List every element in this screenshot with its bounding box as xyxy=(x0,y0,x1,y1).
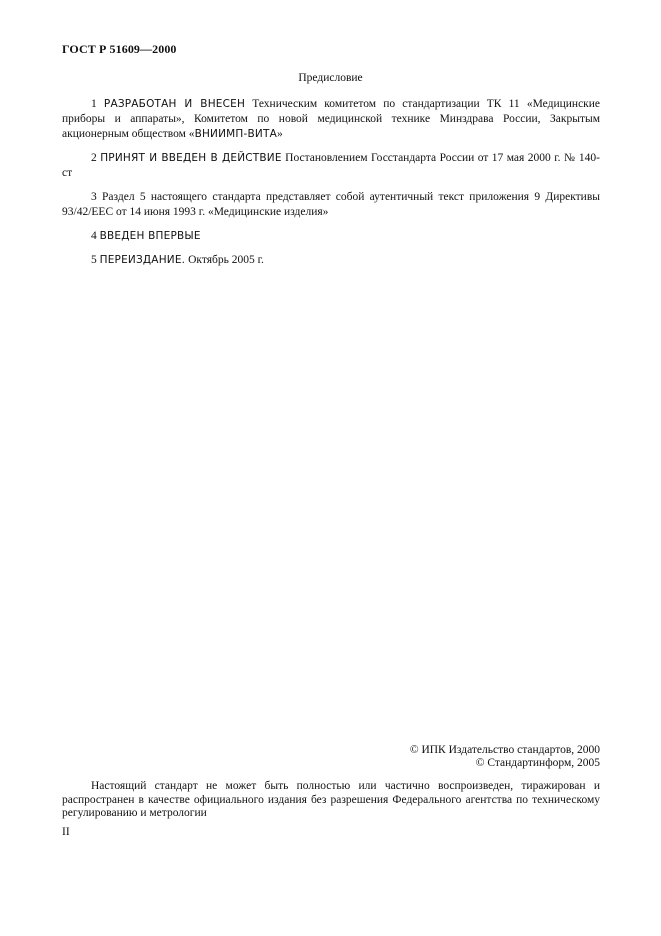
copyright-line: © Стандартинформ, 2005 xyxy=(475,757,600,769)
item-heading: РАЗРАБОТАН И ВНЕСЕН xyxy=(103,98,246,110)
item-number: 5 xyxy=(91,254,97,266)
item-number: 2 xyxy=(91,152,97,164)
preface-item-5 xyxy=(62,253,600,268)
item-number: 4 xyxy=(91,230,97,242)
item-text-tail: » xyxy=(276,128,283,140)
copyright-line: © ИПК Издательство стандартов, 2000 xyxy=(409,744,600,756)
standard-number: ГОСТ Р 51609—2000 xyxy=(62,42,177,56)
item-number: 3 xyxy=(91,191,97,203)
item-heading: ПРИНЯТ И ВВЕДЕН В ДЕЙСТВИЕ xyxy=(100,152,282,164)
item-heading: ВВЕДЕН ВПЕРВЫЕ xyxy=(99,230,201,242)
preface-title: Предисловие xyxy=(298,72,363,84)
organization-name: ВНИИМП-ВИТА xyxy=(194,128,277,140)
reproduction-notice: Настоящий стандарт не может быть полностью или частично воспроизведен, тиражирован и распространен в качестве официального издания без разрешения Федерального агентства по техническому регулированию и метрологии xyxy=(62,780,600,819)
item-text: Октябрь 2005 г. xyxy=(188,254,264,266)
item-text: Техническим комитетом по стандартизации ТК 11 «Медицинские приборы и аппараты», Комитетом по новой медицинской технике Минздрава России, Закрытым акционерным обществом « xyxy=(62,98,601,140)
item-heading: ПЕРЕИЗДАНИЕ. xyxy=(99,254,186,266)
item-text: Постановлением Госстандарта России от 17 мая 2000 г. № 140-ст xyxy=(62,152,601,179)
copyright-block xyxy=(410,744,600,770)
page-number: II xyxy=(62,826,70,838)
item-number: 1 xyxy=(91,98,97,110)
preface-items xyxy=(62,97,600,277)
preface-item-4 xyxy=(62,229,600,244)
preface-item-3 xyxy=(62,190,600,220)
preface-item-1 xyxy=(62,97,600,142)
item-text: Раздел 5 настоящего стандарта представляет собой аутентичный текст приложения 9 Директивы 93/42/ЕЕС от 14 июня 1993 г. «Медицинские изделия» xyxy=(62,191,600,218)
preface-item-2 xyxy=(62,151,600,181)
